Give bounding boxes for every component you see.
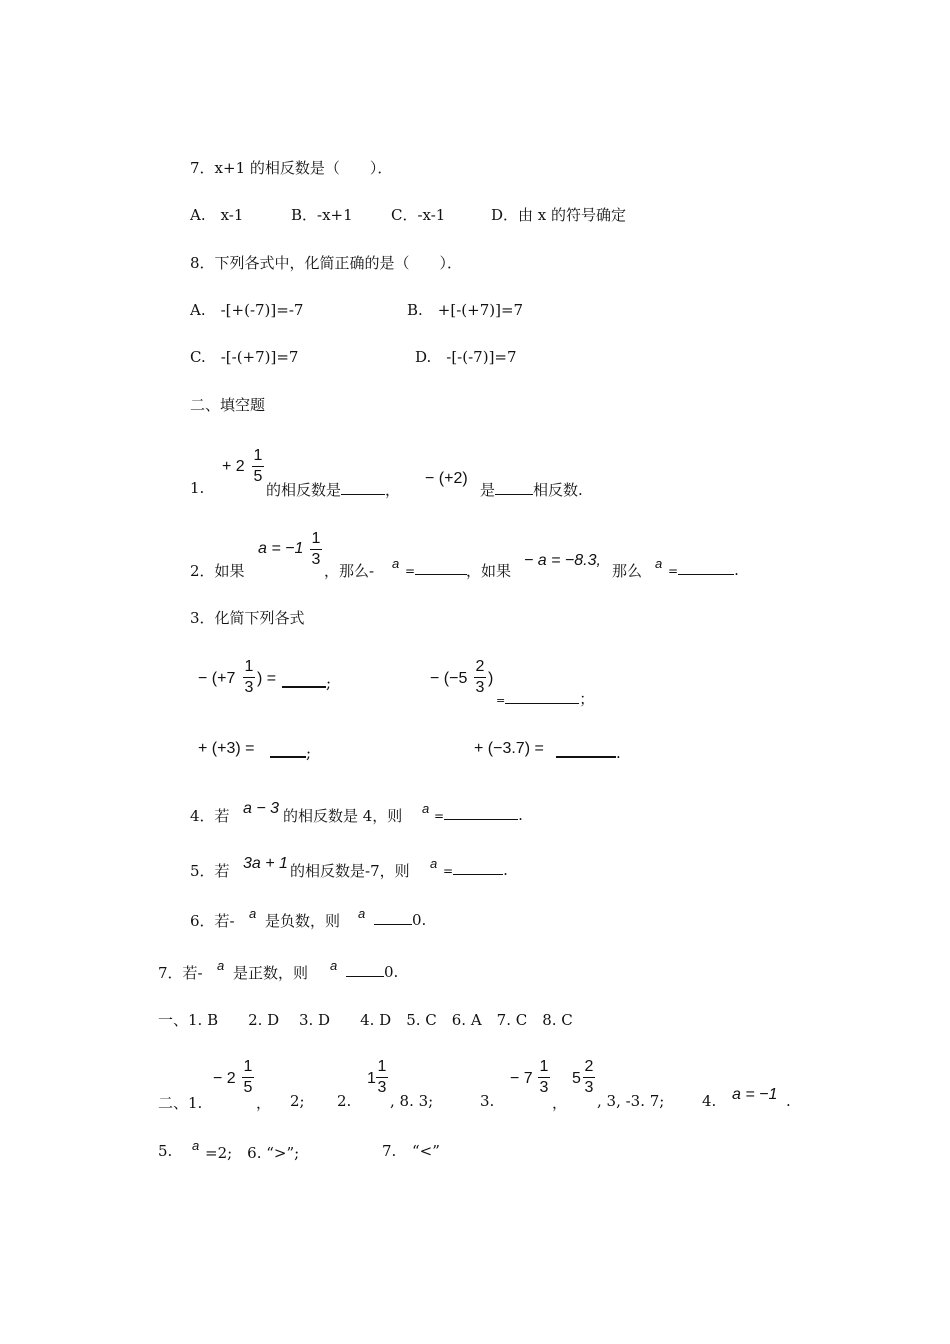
- text: = .: [434, 806, 523, 824]
- text: ;: [282, 672, 331, 692]
- text: 0.: [346, 962, 398, 981]
- expression: ): [488, 670, 494, 687]
- fraction-denominator: 3: [539, 1079, 549, 1096]
- expression: − 7: [510, 1070, 533, 1087]
- text: ，如果: [466, 562, 512, 580]
- fraction-numerator: 1: [539, 1058, 549, 1075]
- expression: − (−5: [430, 670, 468, 687]
- text: = .: [443, 861, 508, 879]
- expression: a = −1: [732, 1086, 778, 1103]
- text: ，那么-: [324, 562, 375, 580]
- text: =2; 6. “>”;: [205, 1144, 300, 1162]
- fraction-denominator: 3: [475, 679, 485, 696]
- question-8-option-c: C. -[-(+7)]=7: [190, 348, 299, 366]
- text: 的相反数是 ，: [266, 481, 401, 499]
- text: 那么: [612, 562, 643, 580]
- text: 5.: [158, 1142, 173, 1160]
- text: =: [405, 560, 467, 579]
- number: 4．若: [190, 807, 230, 825]
- text: 7.: [382, 1142, 397, 1160]
- answer-blank[interactable]: [341, 480, 385, 495]
- text: .: [556, 742, 621, 762]
- fraction-numerator: 1: [253, 447, 263, 464]
- fraction: [376, 1058, 388, 1097]
- fraction: [242, 1058, 254, 1097]
- question-8-option-b: B. +[-(+7)]=7: [407, 301, 524, 319]
- text: 2;: [290, 1092, 305, 1110]
- text: ;: [270, 742, 311, 762]
- text: 3.: [480, 1092, 495, 1110]
- variable: a: [392, 556, 400, 571]
- expression: ) =: [257, 670, 277, 687]
- expression: − 2: [213, 1070, 236, 1087]
- fraction: [252, 447, 264, 486]
- expression: − a = −8.3,: [524, 552, 601, 569]
- fraction-numerator: 2: [475, 658, 485, 675]
- answers-label: 二、1.: [158, 1094, 203, 1112]
- fraction-numerator: 1: [243, 1058, 253, 1075]
- text: ，: [552, 1094, 568, 1112]
- variable: a: [430, 856, 438, 871]
- expression: − (+2): [425, 470, 468, 487]
- expression: 1: [367, 1070, 376, 1087]
- fraction-denominator: 5: [243, 1079, 253, 1096]
- number: 7．若-: [158, 964, 203, 982]
- variable: a: [655, 556, 663, 571]
- text: , 3, -3. 7;: [597, 1092, 665, 1110]
- fraction-numerator: 1: [311, 530, 321, 547]
- variable: a: [217, 958, 225, 973]
- variable: a: [192, 1138, 200, 1153]
- fraction-denominator: 3: [584, 1079, 594, 1096]
- text: = .: [668, 561, 739, 579]
- number: 6．若-: [190, 912, 235, 930]
- fraction: [474, 658, 486, 697]
- answer-blank[interactable]: [556, 742, 616, 758]
- expression: 3a + 1: [243, 855, 288, 872]
- answers-multiple-choice: 一、1. B 2. D 3. D 4. D 5. C 6. A 7. C 8. C: [158, 1011, 573, 1029]
- answer-blank[interactable]: [444, 805, 518, 820]
- text: “<”: [412, 1142, 440, 1160]
- fraction-numerator: 1: [244, 658, 254, 675]
- answer-blank[interactable]: [346, 962, 384, 977]
- expression: − (+7: [198, 670, 236, 687]
- question-8-option-d: D. -[-(-7)]=7: [415, 348, 517, 366]
- question-7-option-c: C．-x-1: [391, 206, 446, 224]
- question-8-option-a: A. -[+(-7)]=-7: [190, 301, 304, 319]
- variable: a: [249, 906, 257, 921]
- fraction: [243, 658, 255, 697]
- text: , 8. 3;: [390, 1092, 434, 1110]
- question-7-option-d: D．由 x 的符号确定: [491, 206, 627, 224]
- fraction-denominator: 5: [253, 468, 263, 485]
- fill-question-3-title: 3．化简下列各式: [190, 609, 305, 627]
- expression: a − 3: [243, 800, 280, 817]
- variable: a: [358, 906, 366, 921]
- question-7-option-a: A. x-1: [190, 206, 244, 224]
- expression: a = −1: [258, 540, 304, 557]
- question-7-option-b: B．-x+1: [291, 206, 353, 224]
- question-8-stem: 8．下列各式中，化简正确的是（ ）．: [190, 254, 463, 272]
- text: 是正数，则: [233, 964, 309, 982]
- fraction-denominator: 3: [311, 551, 321, 568]
- answer-blank[interactable]: [505, 689, 579, 704]
- text: 的相反数是-7，则: [290, 862, 410, 880]
- fraction-numerator: 1: [377, 1058, 387, 1075]
- variable: a: [422, 801, 430, 816]
- answer-blank[interactable]: [374, 910, 412, 925]
- expression: + (−3.7) =: [474, 740, 544, 757]
- text: 是 相反数.: [480, 481, 583, 499]
- text: 0.: [374, 910, 426, 929]
- expression: 5: [572, 1070, 581, 1087]
- expression: + 2: [222, 458, 245, 475]
- fraction: [583, 1058, 595, 1097]
- answer-blank[interactable]: [495, 480, 533, 495]
- text: 2.: [337, 1092, 352, 1110]
- number: 2．如果: [190, 562, 245, 580]
- text: 的相反数是 4，则: [283, 807, 403, 825]
- answer-blank[interactable]: [282, 672, 326, 688]
- section-title: 二、填空题: [190, 396, 266, 414]
- text: ，: [256, 1094, 272, 1112]
- number: 5．若: [190, 862, 230, 880]
- number: 1.: [190, 479, 205, 497]
- fraction: [310, 530, 322, 569]
- fraction: [538, 1058, 550, 1097]
- fraction-denominator: 3: [244, 679, 254, 696]
- text: 4.: [702, 1092, 717, 1110]
- text: .: [786, 1092, 791, 1110]
- answer-blank[interactable]: [270, 742, 306, 758]
- text: = ；: [496, 690, 595, 708]
- expression: + (+3) =: [198, 740, 255, 757]
- fraction-numerator: 2: [584, 1058, 594, 1075]
- fraction-denominator: 3: [377, 1079, 387, 1096]
- answer-blank[interactable]: [415, 560, 467, 575]
- text: 是负数，则: [265, 912, 341, 930]
- answer-blank[interactable]: [678, 560, 734, 575]
- question-7-stem: 7．x+1 的相反数是（ ）．: [190, 159, 393, 177]
- answer-blank[interactable]: [453, 860, 503, 875]
- variable: a: [330, 958, 338, 973]
